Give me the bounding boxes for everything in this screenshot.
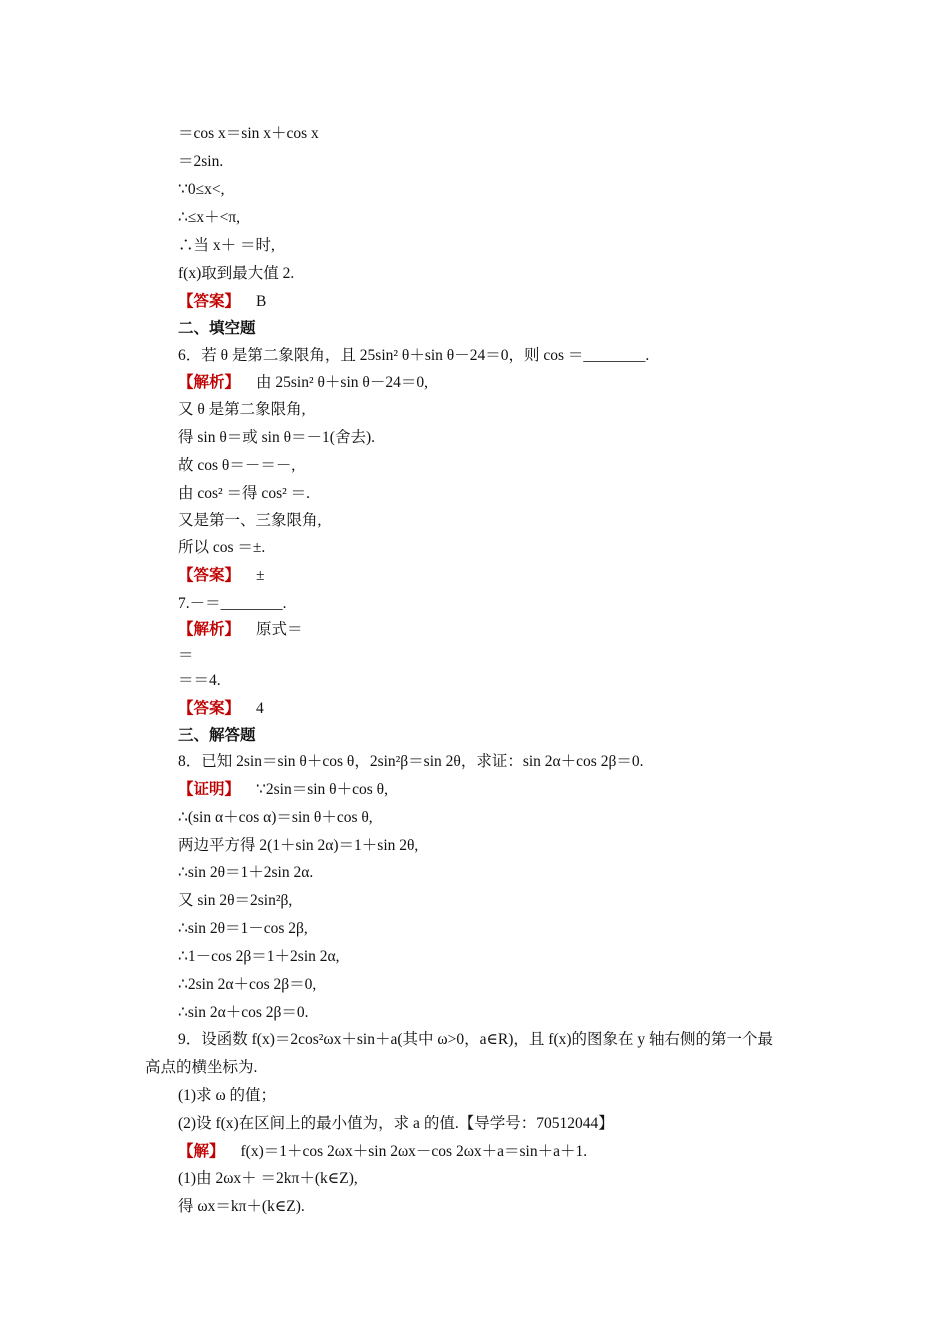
answer-line (178, 292, 266, 312)
answer-value: ± (256, 567, 265, 584)
text-line: ∴sin 2θ＝1－cos 2β, (178, 920, 308, 937)
text-line: 又 sin 2θ＝2sin²β, (178, 892, 293, 909)
text-line: 由 cos² ＝得 cos² ＝. (178, 485, 310, 502)
text-line: ∴sin 2α＋cos 2β＝0. (178, 1004, 309, 1021)
analysis-text: 由 25sin² θ＋sin θ－24＝0, (256, 374, 428, 391)
question-8: 8．已知 2sin＝sin θ＋cos θ，2sin²β＝sin 2θ，求证：sin 2α＋cos 2β＝0. (178, 753, 644, 770)
solution-tag: 【解】 (178, 1143, 225, 1160)
question-7: 7.－＝________. (178, 595, 287, 612)
text-line: ＝ (178, 647, 194, 664)
text-line: 得 ωx＝kπ＋(k∈Z). (178, 1198, 305, 1215)
text-line: ∴2sin 2α＋cos 2β＝0, (178, 976, 317, 993)
text-line: 故 cos θ＝－＝－, (178, 457, 296, 474)
solution-line (178, 1142, 587, 1162)
proof-tag: 【证明】 (178, 781, 241, 798)
text-line: 得 sin θ＝或 sin θ＝－1(舍去). (178, 429, 375, 446)
solution-text: f(x)＝1＋cos 2ωx＋sin 2ωx－cos 2ωx＋a＝sin＋a＋1. (240, 1143, 588, 1160)
text-line: ＝＝4. (178, 672, 221, 689)
text-line: ∴sin 2θ＝1＋2sin 2α. (178, 864, 314, 881)
answer-tag: 【答案】 (178, 293, 241, 310)
text-line: ∴(sin α＋cos α)＝sin θ＋cos θ, (178, 809, 373, 826)
question-9: 9．设函数 f(x)＝2cos²ωx＋sin＋a(其中 ω>0，a∈R)，且 f(x)的图象在 y 轴右侧的第一个最 (178, 1031, 774, 1048)
question-9-part1: (1)求 ω 的值； (178, 1087, 277, 1104)
text-line: 所以 cos ＝±. (178, 539, 266, 556)
answer-line (178, 699, 264, 719)
analysis-text: 原式＝ (256, 621, 303, 638)
text-line: 又 θ 是第二象限角, (178, 401, 306, 418)
text-line: ∴当 x＋ ＝时, (178, 237, 275, 254)
section-heading: 二、填空题 (178, 320, 256, 337)
text-line: f(x)取到最大值 2. (178, 265, 295, 282)
proof-text: ∵2sin＝sin θ＋cos θ, (256, 781, 388, 798)
analysis-tag: 【解析】 (178, 374, 241, 391)
answer-value: B (256, 293, 267, 310)
text-line: ∴1－cos 2β＝1＋2sin 2α, (178, 948, 340, 965)
answer-tag: 【答案】 (178, 567, 241, 584)
proof-line (178, 780, 388, 800)
text-line: ∵0≤x<, (178, 181, 225, 198)
text-line: ＝2sin. (178, 153, 224, 170)
text-line: 两边平方得 2(1＋sin 2α)＝1＋sin 2θ, (178, 837, 419, 854)
answer-line (178, 566, 265, 586)
answer-value: 4 (256, 700, 264, 717)
analysis-line (178, 373, 428, 393)
question-9-cont: 高点的横坐标为. (145, 1059, 258, 1076)
analysis-line (178, 620, 303, 640)
answer-tag: 【答案】 (178, 700, 241, 717)
text-line: ＝cos x＝sin x＋cos x (178, 125, 319, 142)
text-line: 又是第一、三象限角, (178, 512, 322, 529)
text-line: (1)由 2ωx＋ ＝2kπ＋(k∈Z), (178, 1170, 358, 1187)
analysis-tag: 【解析】 (178, 621, 241, 638)
question-6: 6．若 θ 是第二象限角，且 25sin² θ＋sin θ－24＝0，则 cos ＝________. (178, 347, 650, 364)
question-9-part2: (2)设 f(x)在区间上的最小值为，求 a 的值.【导学号：70512044】 (178, 1115, 614, 1132)
section-heading: 三、解答题 (178, 727, 256, 744)
text-line: ∴≤x＋<π, (178, 209, 241, 226)
